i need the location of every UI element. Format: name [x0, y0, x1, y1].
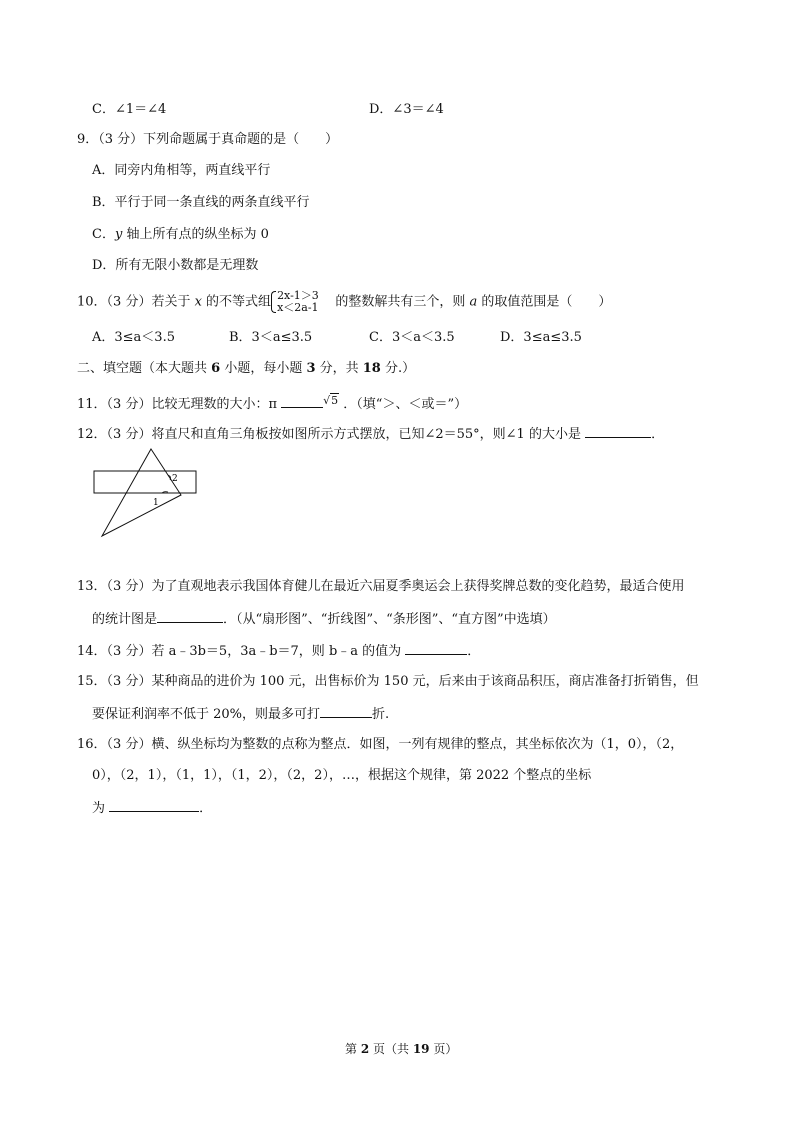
q16-answer-blank[interactable]	[109, 798, 199, 812]
q8-option-d: D．∠3＝∠4	[369, 102, 444, 117]
section-2-title-mid2: 分，共	[315, 361, 363, 376]
q11	[77, 392, 467, 414]
q10-inequality-1: 2x-1＞3	[277, 289, 319, 302]
section-2-title-mid1: 小题，每小题	[220, 361, 307, 376]
q12-answer-blank[interactable]	[585, 424, 651, 438]
q13-line2-post: ．（从“扇形图”、“折线图”、“条形图”、“直方图”中选填）	[223, 612, 556, 627]
q10-option-b: B．3＜a≤3.5	[229, 330, 313, 345]
q10-stem-post1: 的整数解共有三个，则	[335, 294, 470, 310]
q13-line1: 13．（3 分）为了直观地表示我国体育健儿在最近六届夏季奥运会上获得奖牌总数的变化趋势，最适合使用	[77, 579, 685, 594]
q15-line2-pre: 要保证利润率不低于 20%，则最多可打	[92, 707, 321, 722]
q10-var-x: x	[194, 294, 202, 310]
q15-line2	[92, 704, 389, 724]
q12-end: ．	[651, 427, 665, 442]
ruler-rect	[94, 471, 196, 493]
q15-line1: 15．（3 分）某种商品的进价为 100 元，出售标价为 150 元，后来由于该商品积压，商店准备打折销售，但	[77, 674, 699, 689]
q12	[77, 424, 664, 444]
q9-option-c-text: 轴上所有点的纵坐标为 0	[122, 227, 269, 242]
section-2-points: 3	[306, 361, 316, 376]
q9-stem: 9．（3 分）下列命题属于真命题的是（ ）	[77, 132, 339, 147]
q11-sqrt: √5	[323, 394, 339, 407]
q16-line2: 0），（2，1），（1，1），（1，2），（2，2），…，根据这个规律，第 2022 个整点的坐标	[92, 768, 592, 783]
q10-stem-pre: 10．（3 分）若关于	[77, 294, 195, 310]
q16-line3-pre: 为	[92, 801, 106, 816]
q14-stem: 14．（3 分）若 a﹣3b＝5，3a﹣b＝7，则 b﹣a 的值为	[77, 644, 402, 659]
q9-option-b: B．平行于同一条直线的两条直线平行	[92, 195, 310, 210]
section-2-title	[77, 360, 415, 378]
q10-stem-mid: 的不等式组	[201, 294, 272, 310]
q10-option-a: A．3≤a＜3.5	[92, 330, 175, 345]
q10-option-c: C．3＜a＜3.5	[369, 330, 455, 345]
footer-post: 页）	[429, 1042, 458, 1056]
q12-figure	[90, 446, 205, 542]
footer-page-number: 2	[360, 1042, 370, 1056]
q10-option-d: D．3≤a≤3.5	[500, 330, 582, 345]
q10-var-a: a	[469, 294, 478, 310]
q9-option-c	[92, 226, 269, 244]
q9-option-d: D．所有无限小数都是无理数	[92, 258, 259, 273]
q15-answer-blank[interactable]	[320, 704, 372, 718]
q14-end: ．	[467, 644, 481, 659]
q13-line2	[92, 609, 556, 629]
q14-answer-blank[interactable]	[405, 641, 467, 655]
footer-pre: 第	[345, 1042, 361, 1056]
section-2-count: 6	[211, 361, 221, 376]
q9-option-c-var: y	[114, 227, 123, 242]
q10-inequality-system	[271, 290, 319, 314]
q12-stem: 12．（3 分）将直尺和直角三角板按如图所示方式摆放，已知∠2＝55°，则∠1 的大小是	[77, 427, 581, 442]
q10-stem	[77, 290, 611, 314]
q15-line2-post: 折.	[372, 707, 390, 722]
section-2-total: 18	[362, 361, 381, 376]
q14	[77, 641, 480, 661]
q13-line2-pre: 的统计图是	[92, 612, 158, 627]
section-2-title-post: 分.）	[380, 361, 416, 376]
q9-option-a: A．同旁内角相等，两直线平行	[92, 163, 271, 178]
angle-2-label: 2	[172, 474, 178, 484]
q16-line1: 16．（3 分）横、纵坐标均为整数的点称为整点．如图，一列有规律的整点，其坐标依次为（1，0），（2，	[77, 737, 684, 752]
q11-answer-blank[interactable]	[281, 394, 323, 408]
q16-line3	[92, 798, 212, 818]
footer-mid: 页（共	[369, 1042, 413, 1056]
q11-hint: ．（填“＞、＜或＝”）	[343, 397, 468, 412]
q9-option-c-prefix: C．	[92, 227, 115, 242]
q8-option-c: C．∠1＝∠4	[92, 102, 167, 117]
q11-radicand: 5	[331, 394, 339, 407]
q10-inequality-2: x＜2a-1	[277, 301, 319, 314]
section-2-title-pre: 二、填空题（本大题共	[77, 361, 212, 376]
page-footer	[345, 1040, 457, 1058]
q13-answer-blank[interactable]	[157, 609, 223, 623]
footer-total-pages: 19	[412, 1042, 430, 1056]
angle-1-label: 1	[153, 498, 159, 508]
q11-stem: 11．（3 分）比较无理数的大小：π	[77, 397, 277, 412]
q10-stem-post2: 的取值范围是（ ）	[477, 294, 612, 310]
q16-line3-post: ．	[199, 801, 213, 816]
